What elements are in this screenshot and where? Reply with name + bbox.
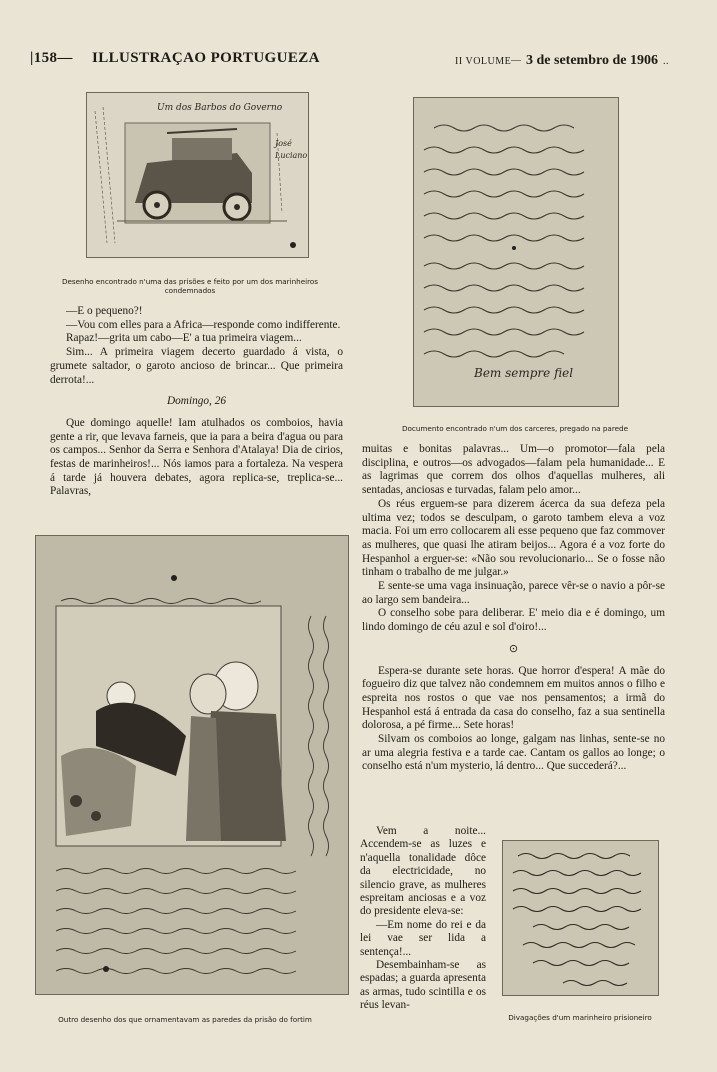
caption-sailor-note: Divagações d'um marinheiro prisioneiro	[508, 1013, 652, 1022]
handwritten-document-image	[413, 97, 619, 407]
paragraph: Vem a noite... Accendem-se as luzes e n'aquella tonalidade dôce da electricidade, no silencio grave, as mulheres espreitam anciosas e a voz do presidente eleva-se:	[360, 825, 486, 918]
paragraph: Espera-se durante sete horas. Que horror d'espera! A mãe do fogueiro diz que talvez não condemnem em muitos annos o filho e espreita nos rostos o que vae nos pensamentos; a irmã do Hespanhol está á entrada da casa do conselho, faz a sua sentinella dolorosa, a pé firme... Sete horas!	[362, 664, 665, 732]
image-handwritten-note: Um dos Barbos do Governo	[157, 103, 283, 113]
paragraph: —Em nome do rei e da lei vae ser lida a sentença!...	[360, 918, 486, 958]
caption-prison-drawing: Outro desenho dos que ornamentavam as paredes da prisão do fortim	[58, 1015, 312, 1024]
paragraph: Rapaz!—grita um cabo—E' a tua primeira viagem...	[66, 332, 302, 345]
paragraph: O conselho sobe para deliberar. E' meio dia e é domingo, um lindo domingo de céu azul e sol d'oiro!...	[362, 607, 665, 634]
header-dash: —	[511, 55, 522, 66]
section-heading: Domingo, 26	[167, 395, 226, 408]
paragraph: Silvam os comboios ao longe, galgam nas linhas, sente-se no ar uma alegria festiva e a tarde cae. Cantam os gallos ao longe; o conselho está n'um mysterio, lá dentro... Que succederá?...	[362, 733, 665, 773]
paragraph: E sente-se uma vaga insinuação, parece vêr-se o navio a pôr-se ao largo sem bandeira...	[362, 580, 665, 606]
caption-handwritten-document: Documento encontrado n'um dos carceres, pregado na parede	[401, 424, 629, 433]
header-dots: ..	[663, 56, 669, 67]
caption-car-drawing: Desenho encontrado n'uma das prisões e feito por um dos marinheiros condemnados	[61, 277, 319, 295]
prison-figures-drawing-image	[35, 535, 349, 995]
paragraph: muitas e bonitas palavras... Um—o promotor—fala pela disciplina, e outros—os advogados—falam pela humanidade... E as lagrimas que correm dos olhos d'aquellas mulheres, ali sentadas, anciosas e turvadas, falam pelo amor...	[362, 443, 665, 497]
right-column-text-upper	[362, 443, 665, 774]
volume-label: II VOLUME	[455, 56, 512, 67]
left-column-text	[50, 305, 343, 499]
paragraph: Sim... A primeira viagem decerto guardado á vista, o grumete saltador, o garoto ancioso de brincar... Que primeira derrota!...	[50, 346, 343, 386]
issue-date: 3 de setembro de 1906	[526, 53, 658, 68]
paragraph: Desembainham-se as espadas; a guarda apresenta as armas, tudo scintilla e os réus levan-	[360, 959, 486, 1012]
paragraph: Os réus erguem-se para dizerem ácerca da sua defeza pela ultima vez; todos se desculpam, o garoto tambem eleva a voz macia. Foi um erro collocarem ali esse pequeno que faz commover as mulheres, que quasi lhe atiram beijos... Agora é a voz forte do Hespanhol a erguer-se: «Não sou revolucionario... Se o fosse não tinham o trabalho de me julgar.»	[362, 497, 665, 579]
page-number: |158—	[30, 50, 73, 66]
right-column-text-lower	[360, 825, 486, 1013]
paragraph: Que domingo aquelle! Iam atulhados os comboios, havia gente a rir, que levava farneis, que ia para a beira d'agua ou para os campos... Senhor da Serra e Senhora d'Atalaya! Dia de cirios, festas de marinheiros!... Nós iamos para a fortaleza. Na vespera á tarde já houvera debates, agora replica-se, treplica-se... Palavras,	[50, 416, 343, 498]
document-signature-line: Bem sempre fiel	[474, 366, 574, 380]
car-drawing-image	[86, 92, 309, 258]
image-handwritten-side: José Luciano	[275, 139, 308, 160]
section-ornament: ⊙	[508, 642, 519, 655]
paragraph: —E o pequeno?!	[66, 305, 143, 317]
paragraph: —Vou com elles para a Africa—responde como indifferente.	[66, 318, 341, 331]
sailor-note-image	[502, 840, 659, 996]
journal-title: ILLUSTRAÇAO PORTUGUEZA	[92, 50, 320, 66]
